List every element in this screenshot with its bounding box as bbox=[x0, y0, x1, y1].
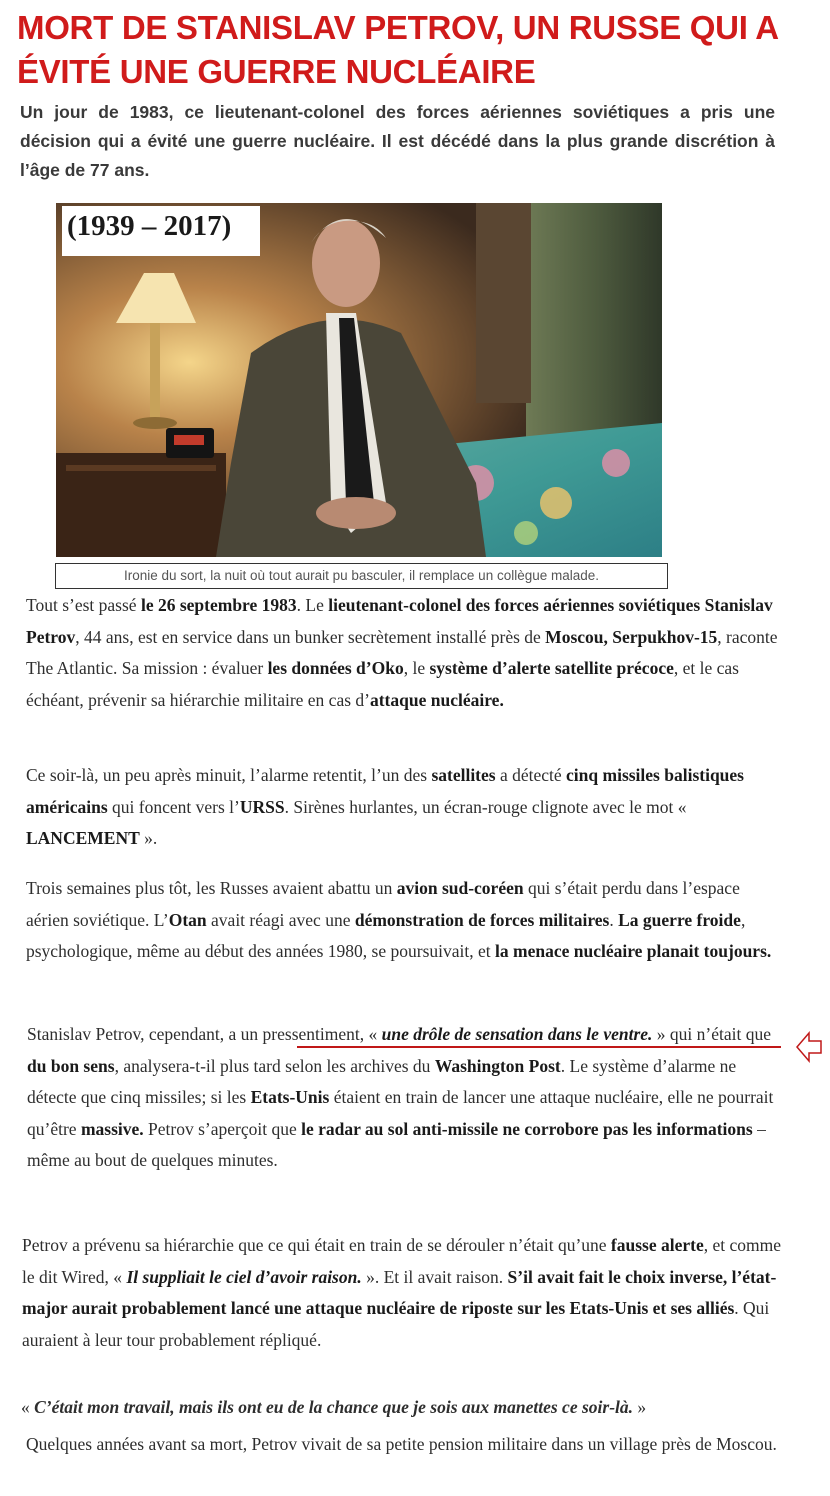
text: – même au bout de quelques minutes. bbox=[27, 1118, 766, 1171]
text: » qui n’était que bbox=[652, 1024, 771, 1044]
bold-text: satellites bbox=[431, 765, 496, 785]
quote-open: « bbox=[21, 1397, 35, 1417]
text: . Qui auraient à leur tour probablement répliqué. bbox=[22, 1298, 770, 1350]
bold-text: attaque nucléaire. bbox=[369, 689, 504, 710]
date-badge: (1939 – 2017) bbox=[62, 206, 260, 256]
bold-text: le radar au sol anti-missile ne corrobore pas les informations bbox=[301, 1118, 753, 1139]
bold-text: massive. bbox=[80, 1118, 144, 1139]
text: . bbox=[609, 909, 619, 930]
bold-text: la menace nucléaire planait toujours. bbox=[495, 941, 772, 962]
bold-text: S’il avait fait le choix inverse, l’état-major aurait probablement lancé une attaque nucléaire de riposte sur les Etats-Unis et ses alliés bbox=[22, 1266, 777, 1319]
text: Petrov a prévenu sa hiérarchie que ce qui était en train de se dérouler n’était qu’une bbox=[22, 1235, 611, 1255]
text: Stanislav Petrov, cependant, a un pressentiment, « bbox=[27, 1024, 382, 1044]
paragraph-6: Quelques années avant sa mort, Petrov vivait de sa petite pension militaire dans un village près de Moscou. bbox=[26, 1434, 777, 1454]
text: étaient en train de lancer une attaque nucléaire, elle ne pourrait qu’être bbox=[27, 1087, 774, 1139]
text: , le bbox=[403, 658, 430, 679]
text: . Sirènes hurlantes, un écran-rouge clignote avec le mot « bbox=[284, 796, 687, 817]
paragraph-2 bbox=[26, 760, 796, 855]
italic-quote: C’était mon travail, mais ils ont eu de la chance que je sois aux manettes ce soir-là. bbox=[34, 1397, 634, 1417]
paragraph-3 bbox=[26, 873, 786, 968]
text: , analysera-t-il plus tard selon les archives du bbox=[114, 1055, 435, 1076]
bold-text: démonstration de forces militaires bbox=[354, 909, 610, 930]
italic-quote: une drôle de sensation dans le ventre. bbox=[381, 1024, 653, 1044]
bold-text: avion sud-coréen bbox=[396, 878, 524, 898]
bold-text: Washington Post bbox=[434, 1055, 561, 1076]
petrov-quote bbox=[21, 1392, 646, 1423]
bold-text: fausse alerte bbox=[610, 1235, 704, 1255]
text: , et comme le dit Wired, « bbox=[22, 1235, 782, 1287]
text: a détecté bbox=[495, 765, 567, 785]
text: qui foncent vers l’ bbox=[107, 796, 240, 817]
text: ». Et il avait raison. bbox=[361, 1266, 508, 1287]
text: , psychologique, même au début des années 1980, se poursuivait, et bbox=[26, 909, 746, 962]
bold-text: URSS bbox=[239, 796, 285, 817]
text: , 44 ans, est en service dans un bunker secrètement installé près de bbox=[75, 626, 546, 647]
bold-text: La guerre froide bbox=[618, 909, 741, 930]
italic-quote: Il suppliait le ciel d’avoir raison. bbox=[126, 1266, 362, 1287]
article-lead: Un jour de 1983, ce lieutenant-colonel des forces aériennes soviétiques a pris une décision qui a évité une guerre nucléaire. Il est décédé dans la plus grande discrétion à l’âge de 77 ans. bbox=[20, 102, 775, 180]
left-arrow-outline-icon bbox=[795, 1030, 823, 1064]
quote-close: » bbox=[633, 1397, 647, 1417]
paragraph-1 bbox=[26, 590, 786, 716]
bold-text: les données d’Oko bbox=[267, 658, 404, 679]
text: . Le système d’alarme ne détecte que cinq missiles; si les bbox=[27, 1055, 737, 1108]
photo-caption: Ironie du sort, la nuit où tout aurait pu basculer, il remplace un collègue malade. bbox=[55, 563, 668, 589]
paragraph-4 bbox=[27, 1019, 787, 1177]
bold-text: Moscou, Serpukhov-15 bbox=[545, 626, 718, 647]
bold-text: cinq missiles balistiques américains bbox=[26, 765, 744, 817]
text: , raconte The Atlantic. Sa mission : évaluer bbox=[26, 626, 778, 679]
text: Ce soir-là, un peu après minuit, l’alarme retentit, l’un des bbox=[26, 765, 432, 785]
bold-text: Etats-Unis bbox=[250, 1087, 330, 1108]
paragraph-5 bbox=[22, 1230, 792, 1356]
text: Petrov s’aperçoit que bbox=[143, 1118, 302, 1139]
text: ». bbox=[139, 828, 158, 849]
launch-word: LANCEMENT bbox=[26, 828, 140, 849]
article-title: MORT DE STANISLAV PETROV, UN RUSSE QUI A ÉVITÉ UNE GUERRE NUCLÉAIRE bbox=[17, 9, 778, 90]
text: . Le bbox=[296, 595, 329, 615]
bold-text: lieutenant-colonel des forces aériennes soviétiques Stanislav Petrov bbox=[26, 595, 773, 647]
text: qui s’était perdu dans l’espace aérien soviétique. L’ bbox=[26, 878, 740, 930]
text: , et le cas échéant, prévenir sa hiérarchie militaire en cas d’ bbox=[26, 658, 739, 710]
text: Trois semaines plus tôt, les Russes avaient abattu un bbox=[26, 878, 397, 898]
article-photo bbox=[56, 203, 662, 557]
bold-text: le 26 septembre 1983 bbox=[140, 595, 297, 615]
red-underline-annotation bbox=[297, 1046, 781, 1048]
text: avait réagi avec une bbox=[206, 909, 355, 930]
bold-text: du bon sens bbox=[27, 1055, 115, 1076]
text: Tout s’est passé bbox=[26, 595, 141, 615]
bold-text: Otan bbox=[168, 909, 207, 930]
bold-text: système d’alerte satellite précoce bbox=[429, 658, 674, 679]
